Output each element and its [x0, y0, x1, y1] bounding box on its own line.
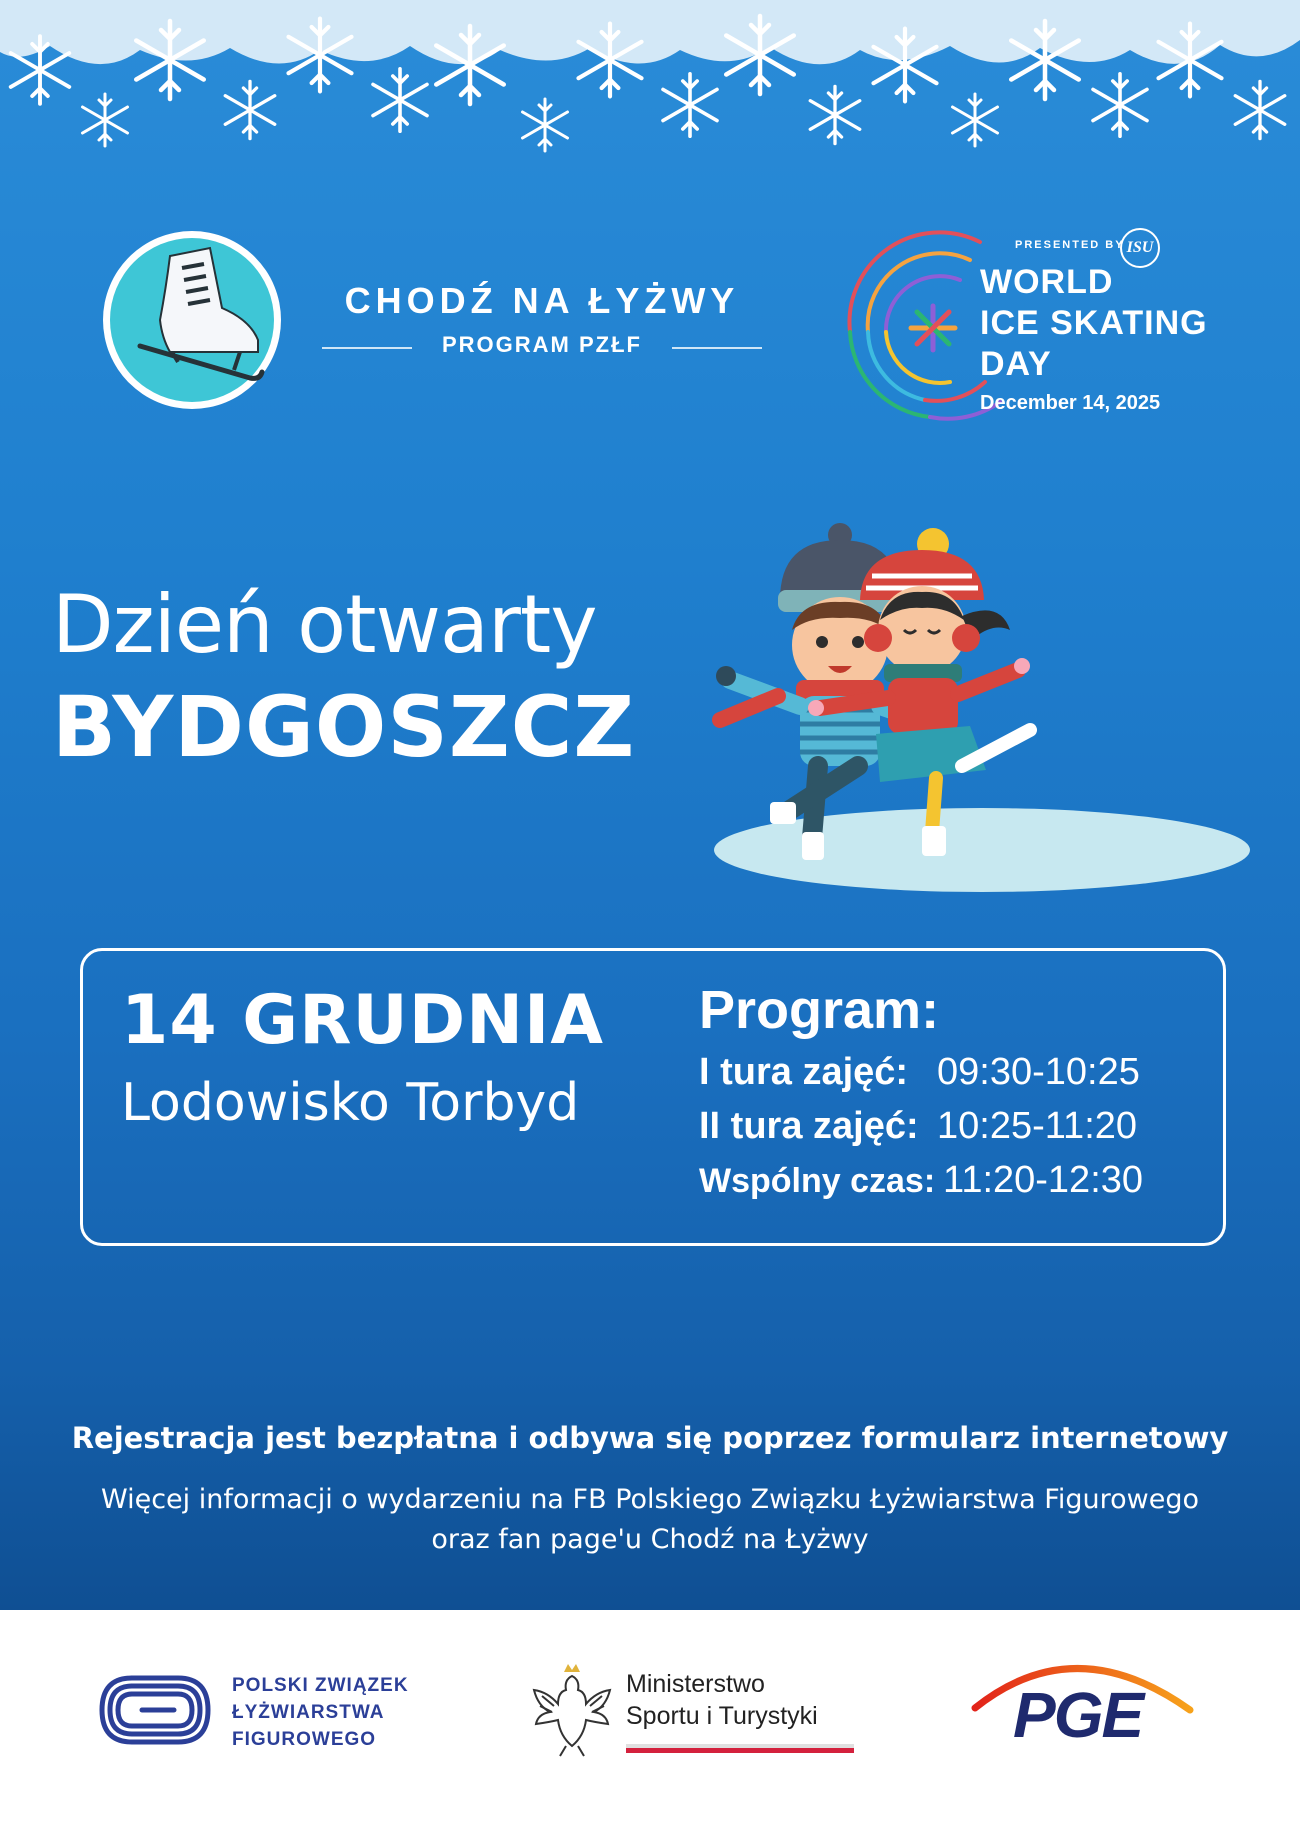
ministry-line: Ministerstwo: [626, 1670, 765, 1698]
schedule-row: [699, 1159, 1143, 1202]
skate-icon: [100, 228, 285, 413]
event-info-box: [80, 948, 1226, 1246]
polish-eagle-icon: [528, 1662, 616, 1760]
program-logo-subtitle: PROGRAM PZŁF: [442, 332, 642, 357]
event-date: 14 GRUDNIA: [121, 981, 604, 1060]
event-logo-title-line: ICE SKATING: [980, 304, 1208, 342]
pzlf-line: ŁYŻWIARSTWA: [232, 1702, 385, 1723]
pzlf-logo-text: [232, 1672, 409, 1753]
ministry-logo-text: [626, 1668, 818, 1732]
pzlf-line: FIGUROWEGO: [232, 1729, 377, 1750]
isu-badge: ISU: [1120, 228, 1160, 268]
more-info-note: [0, 1480, 1300, 1560]
pge-logo: [965, 1648, 1195, 1768]
pzlf-logo-icon: [92, 1670, 218, 1750]
program-heading: Program:: [699, 980, 940, 1040]
registration-note: Rejestracja jest bezpłatna i odbywa się poprzez formularz internetowy: [71, 1421, 1229, 1455]
event-logo-title-line: WORLD: [980, 263, 1114, 301]
headline-line-1: Dzień otwarty: [52, 578, 597, 671]
more-info-line: Więcej informacji o wydarzeniu na FB Polskiego Związku Łyżwiarstwa Figurowego: [100, 1484, 1200, 1515]
flag-red-band: [626, 1748, 854, 1753]
ministry-line: Sportu i Turystyki: [626, 1702, 818, 1730]
schedule-time: 10:25-11:20: [937, 1105, 1138, 1147]
presented-by-label: PRESENTED BY: [1015, 239, 1125, 251]
more-info-line: oraz fan page'u Chodź na Łyżwy: [431, 1524, 869, 1555]
event-venue: Lodowisko Torbyd: [121, 1073, 580, 1133]
world-ice-skating-day-logo: [830, 222, 1230, 432]
event-logo-date: December 14, 2025: [980, 392, 1161, 414]
chodz-na-lyzwy-logo: [100, 228, 800, 418]
program-logo-title: CHODŹ NA ŁYŻWY: [344, 280, 740, 321]
skating-kids-illustration: [700, 520, 1250, 900]
snowflake-border: [0, 0, 1300, 190]
program-logo-subtitle-row: [322, 332, 762, 362]
schedule-row: [699, 1105, 1137, 1148]
sponsor-footer: [0, 1610, 1300, 1821]
event-logo-title-line: DAY: [980, 345, 1052, 383]
pzlf-line: POLSKI ZWIĄZEK: [232, 1675, 409, 1696]
schedule-time: 09:30-10:25: [937, 1051, 1140, 1093]
schedule-row: [699, 1051, 1140, 1094]
schedule-label: Wspólny czas:: [699, 1162, 936, 1200]
schedule-label: I tura zajęć:: [699, 1051, 909, 1093]
headline: [52, 575, 635, 779]
event-logo-title: [980, 262, 1208, 385]
headline-city: BYDGOSZCZ: [52, 678, 636, 776]
schedule-label: II tura zajęć:: [699, 1105, 919, 1147]
pge-logo-text: PGE: [1013, 1679, 1143, 1751]
polish-flag-stripe: [626, 1744, 854, 1754]
schedule-time: 11:20-12:30: [943, 1159, 1144, 1201]
